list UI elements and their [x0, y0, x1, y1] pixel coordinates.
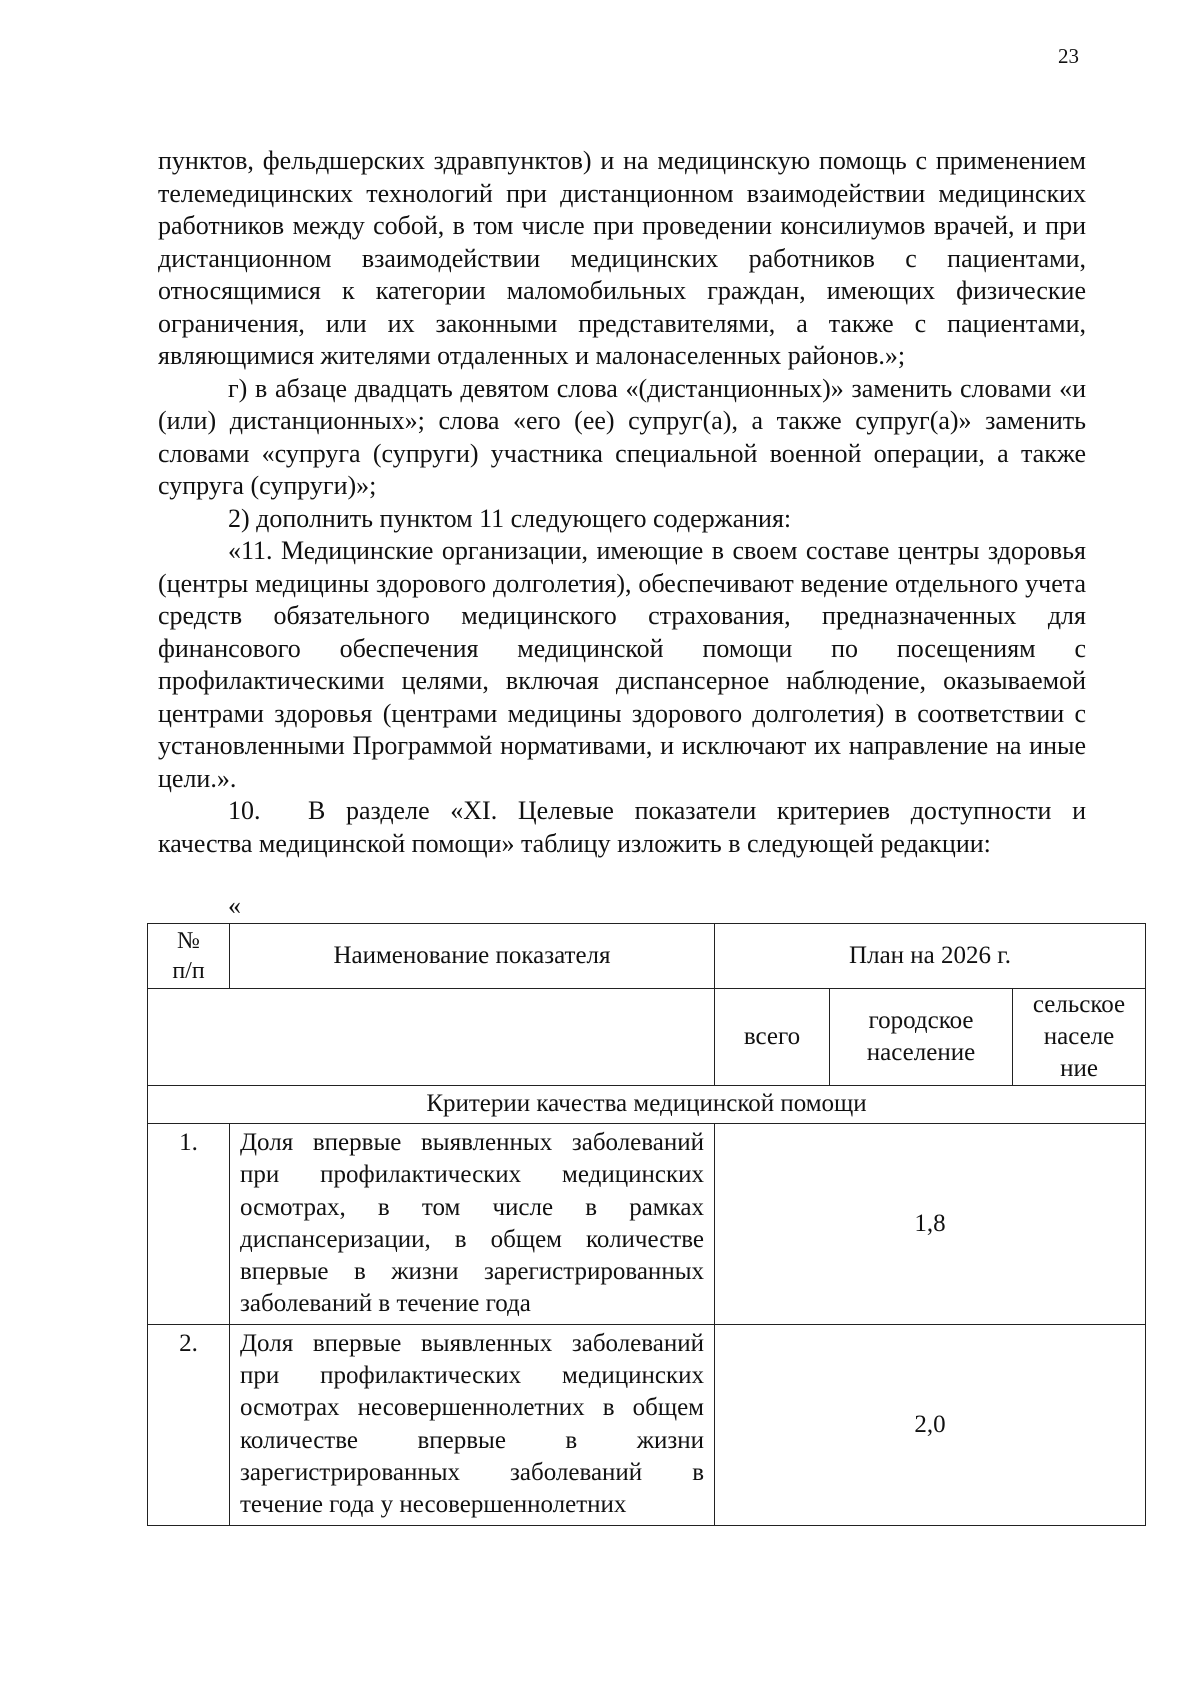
criteria-table: [147, 923, 1146, 1526]
subheader-rural: [1013, 989, 1146, 1086]
row-number: 2.: [148, 1324, 230, 1525]
subheader-total: всего: [715, 989, 830, 1086]
paragraph-item-10: [158, 795, 1086, 860]
column-header-number-line2: п/п: [172, 958, 205, 984]
row-indicator-name: Доля впервые выявленных заболеваний при профилактических медицинских осмотрах, в том числе в рамках диспансеризации, в общем количестве впервые в жизни зарегистрированных заболеваний в течение года: [230, 1124, 715, 1325]
table-row: [148, 1124, 1146, 1325]
row-plan-value: 1,8: [715, 1124, 1146, 1325]
row-indicator-name: Доля впервые выявленных заболеваний при профилактических медицинских осмотрах несовершеннолетних в общем количестве впервые в жизни зарегистрированных заболеваний в течение года у несовершеннолетних: [230, 1324, 715, 1525]
row-number: 1.: [148, 1124, 230, 1325]
subheader-empty: [148, 989, 715, 1086]
page-number: 23: [1058, 44, 1079, 68]
paragraph-item-2: 2) дополнить пунктом 11 следующего содержания:: [228, 503, 792, 533]
column-header-number-line1: №: [177, 928, 200, 954]
table-header-row: [148, 924, 1146, 989]
paragraph-continuation: пунктов, фельдшерских здравпунктов) и на медицинскую помощь с применением телемедицинских технологий при дистанционном взаимодействии медицинских работников между собой, в том числе при проведении консилиумов врачей, и при дистанционном взаимодействии медицинских работников с пациентами, относящимися к категории маломобильных граждан, имеющих физические ограничения, или их законными представителями, а также с пациентами, являющимися жителями отдаленных и малонаселенных районов.»;: [158, 146, 1086, 370]
subheader-urban: [830, 989, 1013, 1086]
paragraph-point-11: «11. Медицинские организации, имеющие в своем составе центры здоровья (центры медицины здорового долголетия), обеспечивают ведение отдельного учета средств обязательного медицинского страхования, предназначенных для финансового обеспечения медицинской помощи по посещениям с профилактическими целями, включая диспансерное наблюдение, оказываемой центрами здоровья (центрами медицины здорового долголетия) в соответствии с установленными Программой нормативами, и исключают их направление на иные цели.».: [158, 536, 1086, 793]
section-title: Критерии качества медицинской помощи: [148, 1086, 1146, 1124]
item-10-text: В разделе «XI. Целевые показатели критериев доступности и качества медицинской помощи» таблицу изложить в следующей редакции:: [158, 796, 1086, 858]
row-plan-value: 2,0: [715, 1324, 1146, 1525]
column-header-number: [148, 924, 230, 989]
subheader-rural-line3: ние: [1060, 1055, 1098, 1082]
table-subheader-row: [148, 989, 1146, 1086]
subheader-urban-line2: население: [866, 1039, 976, 1066]
subheader-urban-line1: городское: [868, 1007, 974, 1034]
subheader-rural-line2: населе: [1043, 1023, 1115, 1050]
opening-quote: «: [228, 891, 241, 920]
subheader-rural-line1: сельское: [1032, 991, 1126, 1018]
table-section-row: [148, 1086, 1146, 1124]
item-10-number: 10.: [228, 796, 261, 825]
column-header-plan: План на 2026 г.: [715, 924, 1146, 989]
table-row: [148, 1324, 1146, 1525]
column-header-name: Наименование показателя: [230, 924, 715, 989]
paragraph-subitem-g: г) в абзаце двадцать девятом слова «(дистанционных)» заменить словами «и (или) дистанционных»; слова «его (ее) супруг(а), а также супруг(а)» заменить словами «супруга (супруги) участника специальной военной операции, а также супруга (супруги)»;: [158, 373, 1086, 500]
document-body: [158, 145, 1086, 860]
